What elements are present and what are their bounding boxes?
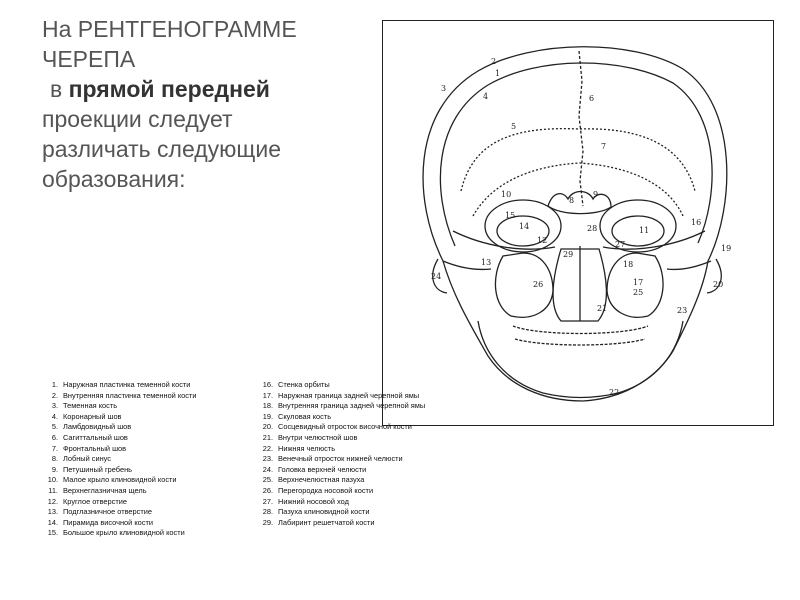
legend-item-number: 10. — [47, 475, 58, 485]
legend-item-text: Внутренняя пластинка теменной кости — [63, 390, 197, 400]
figure-label-5: 5 — [511, 122, 517, 131]
legend-item-text: Коронарный шов — [63, 411, 122, 421]
legend-item-text: Наружная граница задней черепной ямы — [278, 390, 420, 400]
legend-item-text: Лобный синус — [63, 454, 111, 464]
title-line-2: ЧЕРЕПА — [42, 46, 136, 72]
legend-item-text: Верхнечелюстная пазуха — [278, 475, 365, 485]
legend-item-text: Подглазничное отверстие — [63, 507, 152, 517]
legend-item — [40, 475, 255, 486]
skull-xray-diagram — [382, 20, 774, 426]
legend — [40, 380, 470, 540]
figure-label-8: 8 — [569, 196, 575, 205]
legend-item-number: 22. — [262, 443, 273, 453]
legend-item — [255, 433, 470, 444]
legend-item-number: 9. — [51, 464, 58, 474]
upper-teeth — [513, 326, 648, 334]
frontal-sinus — [548, 192, 611, 214]
figure-label-9: 9 — [593, 190, 599, 199]
legend-item-text: Лабиринт решетчатой кости — [278, 517, 375, 527]
legend-item-text: Внутренняя граница задней черепной ямы — [278, 401, 426, 411]
legend-item — [40, 528, 255, 539]
legend-item-number: 16. — [262, 380, 273, 389]
legend-item — [40, 412, 255, 423]
legend-item — [255, 391, 470, 402]
figure-label-23: 23 — [677, 306, 688, 315]
figure-label-22: 22 — [609, 388, 620, 397]
figure-label-25: 25 — [633, 288, 644, 297]
figure-label-13: 13 — [481, 258, 492, 267]
figure-label-7: 7 — [601, 142, 607, 151]
legend-item-text: Ламбдовидный шов — [63, 422, 132, 432]
legend-item — [40, 518, 255, 529]
title-line-4: проекции следует — [42, 106, 233, 132]
figure-label-21: 21 — [597, 304, 608, 313]
legend-item — [40, 433, 255, 444]
legend-item-number: 15. — [47, 528, 58, 538]
legend-item-text: Перегородка носовой кости — [278, 485, 374, 495]
skull-drawing — [383, 21, 773, 425]
title-line-6: образования: — [42, 166, 186, 192]
figure-label-12: 12 — [537, 236, 548, 245]
legend-item-number: 5. — [51, 422, 58, 432]
figure-label-18: 18 — [623, 260, 634, 269]
figure-label-11: 11 — [639, 226, 650, 235]
coronal-suture — [461, 129, 695, 191]
legend-item — [40, 486, 255, 497]
legend-item-number: 8. — [51, 454, 58, 464]
legend-item-number: 13. — [47, 507, 58, 517]
lower-teeth — [515, 339, 645, 345]
legend-item — [255, 422, 470, 433]
title-line-3-bold: прямой передней — [68, 76, 270, 102]
legend-item — [40, 497, 255, 508]
figure-label-2: 2 — [491, 57, 497, 66]
mandible — [478, 321, 683, 398]
skull-outline-group — [423, 47, 727, 401]
figure-label-29: 29 — [563, 250, 574, 259]
legend-item — [255, 401, 470, 412]
zygomatic-right — [667, 261, 711, 269]
legend-item-number: 26. — [262, 485, 273, 495]
legend-item — [40, 454, 255, 465]
legend-item — [40, 507, 255, 518]
legend-item — [40, 422, 255, 433]
figure-label-26: 26 — [533, 280, 544, 289]
legend-item-number: 21. — [262, 432, 273, 442]
legend-item-text: Нижняя челюсть — [278, 443, 336, 453]
figure-label-6: 6 — [589, 94, 595, 103]
figure-label-27: 27 — [615, 240, 626, 249]
figure-label-20: 20 — [713, 280, 724, 289]
legend-item-number: 2. — [51, 390, 58, 400]
legend-item — [255, 486, 470, 497]
title-line-1: На РЕНТГЕНОГРАММЕ — [42, 16, 297, 42]
legend-item-number: 3. — [51, 401, 58, 411]
figure-label-16: 16 — [691, 218, 702, 227]
legend-item-number: 20. — [262, 422, 273, 432]
page-title — [42, 14, 362, 194]
figure-label-24: 24 — [431, 272, 442, 281]
legend-item — [40, 444, 255, 455]
legend-item-number: 28. — [262, 507, 273, 517]
legend-item-number: 1. — [51, 380, 58, 389]
legend-item-number: 18. — [262, 401, 273, 411]
legend-item — [255, 454, 470, 465]
legend-item — [40, 401, 255, 412]
legend-item-text: Головка верхней челюсти — [278, 464, 367, 474]
legend-item — [255, 412, 470, 423]
legend-item-text: Стенка орбиты — [278, 380, 330, 389]
legend-item-number: 4. — [51, 411, 58, 421]
legend-item-number: 24. — [262, 464, 273, 474]
legend-item-number: 7. — [51, 443, 58, 453]
title-line-5: различать следующие — [42, 136, 281, 162]
title-line-3 — [42, 74, 362, 104]
legend-item-text: Венечный отросток нижней челюсти — [278, 454, 403, 464]
legend-item-text: Верхнеглазничная щель — [63, 485, 147, 495]
legend-item-text: Малое крыло клиновидной кости — [63, 475, 177, 485]
legend-item — [255, 475, 470, 486]
legend-item-text: Пирамида височной кости — [63, 517, 153, 527]
legend-item-number: 27. — [262, 496, 273, 506]
legend-item — [255, 507, 470, 518]
legend-item-number: 14. — [47, 517, 58, 527]
figure-label-10: 10 — [501, 190, 512, 199]
legend-item — [255, 380, 470, 391]
legend-item — [255, 497, 470, 508]
figure-label-4: 4 — [483, 92, 489, 101]
legend-item-text: Скуловая кость — [278, 411, 332, 421]
legend-item — [255, 465, 470, 476]
legend-item-text: Сагиттальный шов — [63, 432, 128, 442]
maxillary-sinus-left — [495, 253, 553, 317]
legend-item — [255, 518, 470, 529]
legend-column-left — [40, 380, 255, 539]
legend-item-text: Большое крыло клиновидной кости — [63, 528, 185, 538]
figure-label-3: 3 — [441, 84, 447, 93]
legend-item — [40, 465, 255, 476]
title-line-3-prefix: в — [50, 76, 69, 102]
legend-item — [40, 391, 255, 402]
legend-item-text: Фронтальный шов — [63, 443, 127, 453]
legend-item-text: Теменная кость — [63, 401, 118, 411]
legend-item — [255, 444, 470, 455]
figure-label-28: 28 — [587, 224, 598, 233]
legend-item-text: Сосцевидный отросток височной кости — [278, 422, 412, 432]
legend-item-number: 17. — [262, 390, 273, 400]
orbit-right — [600, 200, 676, 252]
legend-item-number: 23. — [262, 454, 273, 464]
legend-item-text: Пазуха клиновидной кости — [278, 507, 370, 517]
legend-item-text: Нижний носовой ход — [278, 496, 349, 506]
skull-inner-contour — [440, 63, 712, 246]
legend-item-number: 6. — [51, 432, 58, 442]
legend-item-number: 29. — [262, 517, 273, 527]
legend-item-number: 12. — [47, 496, 58, 506]
figure-labels-group — [431, 57, 731, 397]
legend-item-number: 25. — [262, 475, 273, 485]
legend-item-text: Петушиный гребень — [63, 464, 132, 474]
legend-item-text: Внутри челюстной шов — [278, 432, 358, 442]
figure-label-15: 15 — [505, 211, 516, 220]
legend-item-number: 11. — [48, 485, 58, 495]
figure-label-17: 17 — [633, 278, 644, 287]
figure-label-1: 1 — [495, 69, 501, 78]
legend-item-number: 19. — [262, 411, 273, 421]
legend-column-right — [255, 380, 470, 528]
figure-label-19: 19 — [721, 244, 732, 253]
legend-item — [40, 380, 255, 391]
legend-item-text: Наружная пластинка теменной кости — [63, 380, 191, 389]
figure-label-14: 14 — [519, 222, 530, 231]
legend-item-text: Круглое отверстие — [63, 496, 127, 506]
